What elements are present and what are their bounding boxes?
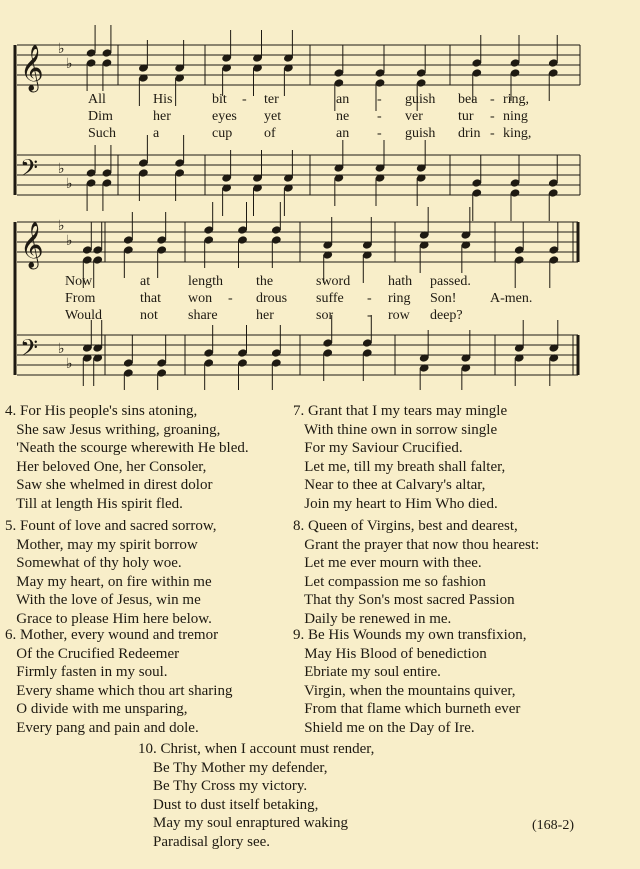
verse-line: She saw Jesus writhing, groaning,	[5, 421, 221, 438]
verse-line: Virgin, when the mountains quiver,	[293, 682, 516, 699]
verse-9	[293, 626, 527, 738]
lyric-syllable: -	[490, 92, 495, 107]
verse-line: Let me ever mourn with thee.	[293, 555, 482, 572]
verse-line: With the love of Jesus, win me	[5, 592, 201, 609]
lyric-syllable: His	[153, 92, 173, 107]
lyric-syllable: that	[140, 291, 161, 306]
verse-line: Be Thy Mother my defender,	[138, 759, 328, 776]
lyric-syllable: length	[188, 274, 223, 289]
lyric-syllable: sword	[316, 274, 351, 289]
bass-clef-icon: 𝄢	[20, 336, 39, 367]
lyric-syllable: Now	[65, 274, 93, 289]
lyric-syllable: yet	[264, 109, 282, 124]
flat-icon: ♭	[58, 219, 65, 234]
lyric-syllable: her	[256, 308, 274, 323]
treble-clef-icon: 𝄞	[20, 45, 44, 90]
lyric-syllable: sor	[316, 308, 334, 323]
lyric-syllable: bit	[212, 92, 227, 107]
lyric-syllable: Such	[88, 126, 116, 141]
lyric-syllable: -	[367, 308, 372, 323]
verse-line: Grant the prayer that now thou hearest:	[293, 536, 540, 553]
lyric-syllable: All	[88, 92, 106, 107]
verse-line: Of the Crucified Redeemer	[5, 645, 180, 662]
verse-line: May my heart, on fire within me	[5, 573, 212, 590]
verse-line: Paradisal glory see.	[138, 833, 271, 850]
lyric-syllable: ver	[405, 109, 423, 124]
verse-line: Be Thy Cross my victory.	[138, 778, 308, 795]
verse-line: Shield me on the Day of Ire.	[293, 719, 475, 736]
lyric-syllable: -	[242, 92, 247, 107]
verse-line: Near to thee at Calvary's altar,	[293, 477, 486, 494]
verse-line: 9. Be His Wounds my own transfixion,	[293, 627, 527, 643]
bass-clef-icon: 𝄢	[20, 156, 39, 187]
music-score	[0, 0, 640, 390]
verse-line: Till at length His spirit fled.	[5, 495, 183, 512]
lyric-syllable: an	[336, 126, 350, 141]
lyric-syllable: bea	[458, 92, 478, 107]
verse-line: Daily be renewed in me.	[293, 610, 452, 627]
verse-4	[5, 402, 249, 514]
lyric-syllable: a	[153, 126, 160, 141]
lyric-syllable: the	[256, 274, 274, 289]
lyric-syllable: -	[228, 291, 233, 306]
verse-line: Ebriate my soul entire.	[293, 664, 441, 681]
lyric-syllable: A-men.	[490, 291, 533, 306]
lyric-syllable: ring	[388, 291, 411, 306]
verse-7	[293, 402, 507, 514]
lyric-syllable: row	[388, 308, 410, 323]
flat-icon: ♭	[58, 42, 65, 57]
lyric-syllable: From	[65, 291, 96, 306]
lyric-syllable: Son!	[430, 291, 457, 306]
verse-line: Let compassion me so fashion	[293, 573, 486, 590]
lyric-syllable: -	[490, 126, 495, 141]
verse-line: Every pang and pain and dole.	[5, 719, 199, 736]
verse-line: May His Blood of benediction	[293, 645, 487, 662]
lyric-syllable: eyes	[212, 109, 237, 124]
lyric-syllable: suffe	[316, 291, 344, 306]
verse-line: Firmly fasten in my soul.	[5, 664, 168, 681]
verse-line: For my Saviour Crucified.	[293, 440, 463, 457]
verse-line: 'Neath the scourge wherewith He bled.	[5, 440, 249, 457]
verse-line: Join my heart to Him Who died.	[293, 495, 498, 512]
verse-line: Let me, till my breath shall falter,	[293, 458, 506, 475]
lyric-syllable: passed.	[430, 274, 471, 289]
flat-icon: ♭	[58, 162, 65, 177]
verse-line: O divide with me unsparing,	[5, 701, 188, 718]
lyric-syllable: drin	[458, 126, 481, 141]
verse-line: 10. Christ, when I account must render,	[138, 741, 375, 757]
lyric-syllable: Dim	[88, 109, 113, 124]
lyric-syllable: her	[153, 109, 171, 124]
verse-line: 5. Fount of love and sacred sorrow,	[5, 518, 217, 534]
verse-10	[138, 740, 374, 852]
verse-5	[5, 517, 216, 629]
lyric-syllable: king,	[503, 126, 532, 141]
verse-line: Saw she whelmed in direst dolor	[5, 477, 213, 494]
verse-line: Mother, may my spirit borrow	[5, 536, 198, 553]
verse-line: 4. For His people's sins atoning,	[5, 403, 198, 419]
lyric-syllable: deep?	[430, 308, 463, 323]
lyric-syllable: -	[377, 109, 382, 124]
lyric-syllable: won	[188, 291, 213, 306]
lyric-syllable: -	[377, 92, 382, 107]
verse-6	[5, 626, 232, 738]
verse-line: That thy Son's most sacred Passion	[293, 592, 515, 609]
flat-icon: ♭	[66, 234, 73, 249]
treble-clef-icon: 𝄞	[20, 222, 44, 267]
lyric-syllable: -	[490, 109, 495, 124]
verse-line: Grace to please Him here below.	[5, 610, 212, 627]
lyric-syllable: tur	[458, 109, 474, 124]
verse-line: Every shame which thou art sharing	[5, 682, 233, 699]
flat-icon: ♭	[66, 177, 73, 192]
lyric-syllable: of	[264, 126, 276, 141]
verse-line: 7. Grant that I my tears may mingle	[293, 403, 508, 419]
verse-line: Dust to dust itself betaking,	[138, 796, 319, 813]
lyric-syllable: ning	[503, 109, 528, 124]
lyric-syllable: -	[367, 291, 372, 306]
lyric-syllable: hath	[388, 274, 413, 289]
verse-line: Her beloved One, her Consoler,	[5, 458, 207, 475]
lyric-syllable: an	[336, 92, 350, 107]
lyric-syllable: at	[140, 274, 151, 289]
flat-icon: ♭	[66, 57, 73, 72]
verse-line: 8. Queen of Virgins, best and dearest,	[293, 518, 518, 534]
lyric-syllable: drous	[256, 291, 288, 306]
lyric-syllable: ring,	[503, 92, 530, 107]
lyric-syllable: cup	[212, 126, 233, 141]
verse-line: 6. Mother, every wound and tremor	[5, 627, 219, 643]
page-number: (168-2)	[532, 818, 574, 833]
lyric-syllable: ter	[264, 92, 279, 107]
flat-icon: ♭	[58, 342, 65, 357]
lyric-syllable: not	[140, 308, 158, 323]
verse-line: May my soul enraptured waking	[138, 815, 348, 832]
lyric-syllable: share	[188, 308, 218, 323]
lyric-syllable: Would	[65, 308, 102, 323]
lyric-syllable: ne	[336, 109, 350, 124]
lyric-syllable: guish	[405, 126, 436, 141]
lyric-syllable: guish	[405, 92, 436, 107]
flat-icon: ♭	[66, 357, 73, 372]
verse-8	[293, 517, 539, 629]
lyric-syllable: -	[377, 126, 382, 141]
verse-line: From that flame which burneth ever	[293, 701, 521, 718]
verse-line: With thine own in sorrow single	[293, 421, 498, 438]
verse-line: Somewhat of thy holy woe.	[5, 555, 182, 572]
